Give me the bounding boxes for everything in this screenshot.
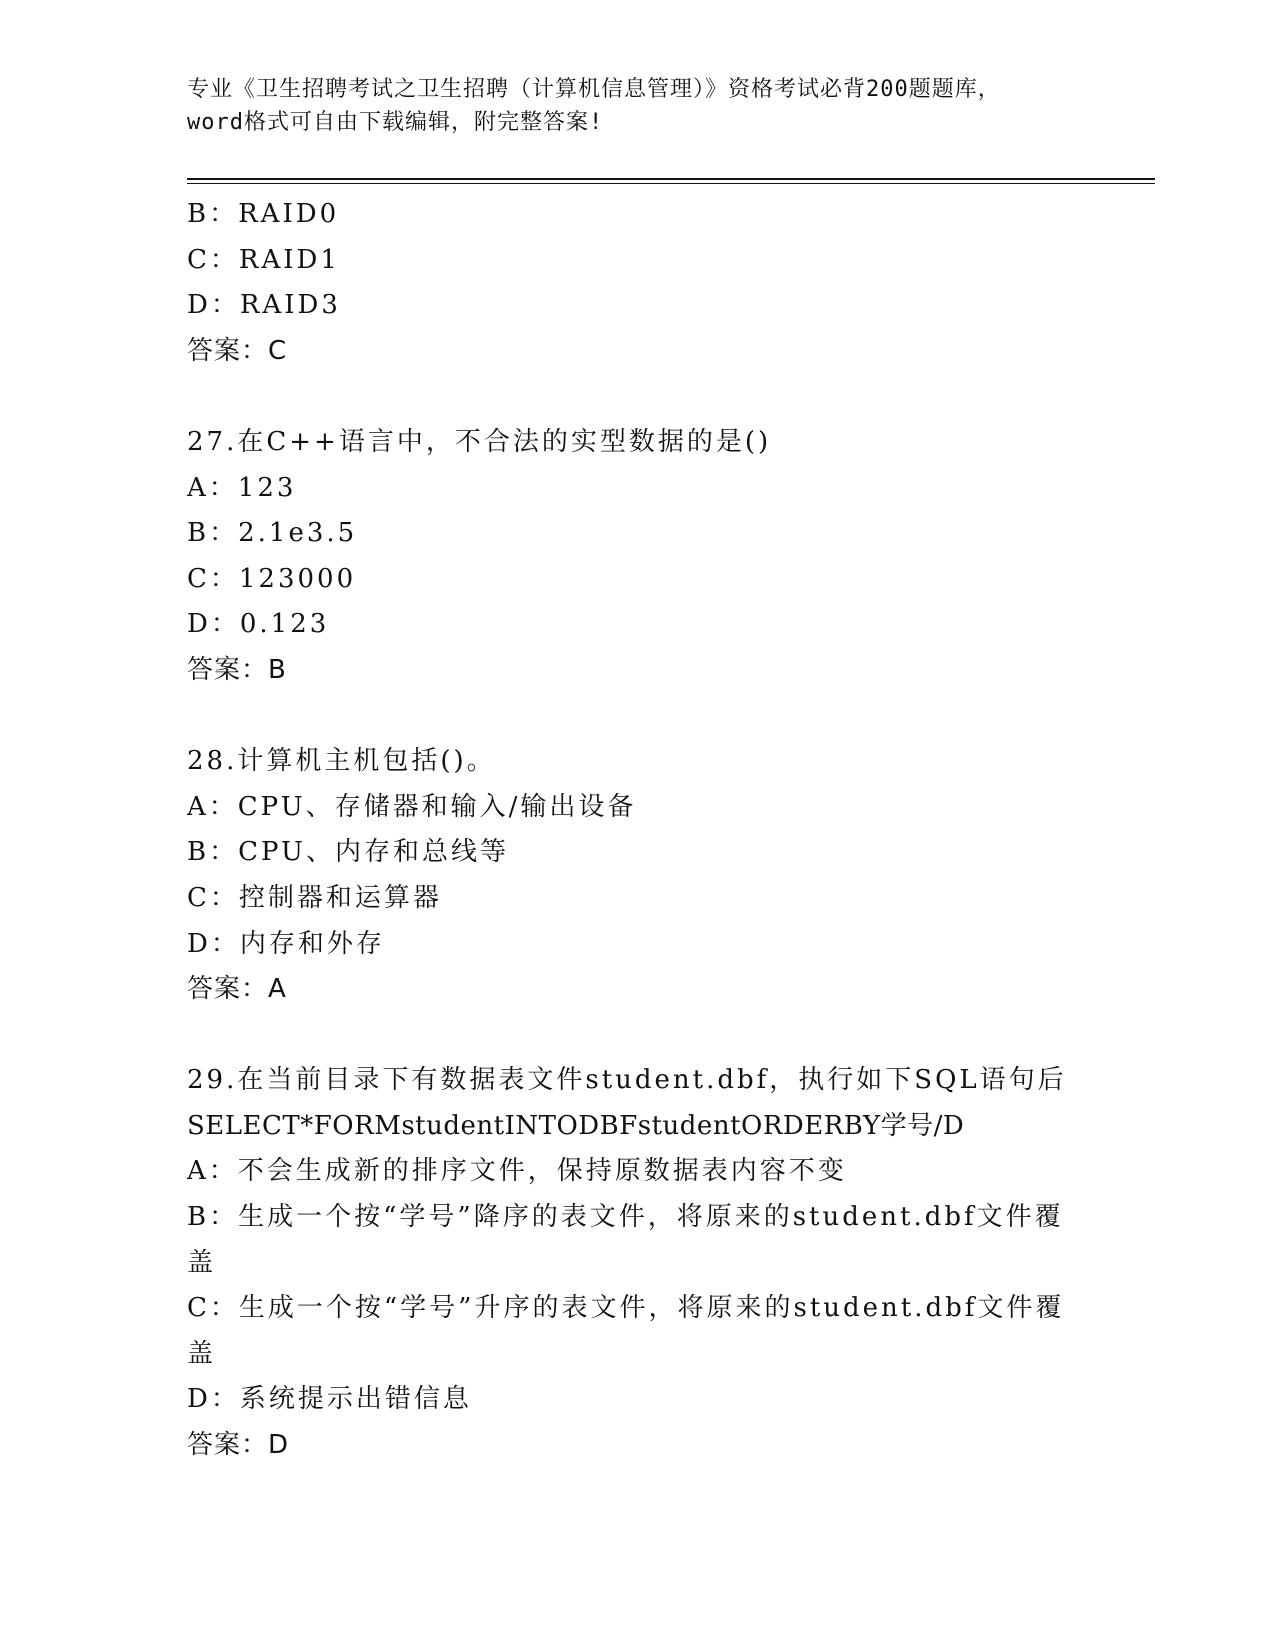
option-c: C：生成一个按“学号”升序的表文件，将原来的student.dbf文件覆盖 [187, 1293, 1065, 1369]
option-d: D：内存和外存 [187, 928, 385, 959]
header-divider-thin [187, 183, 1155, 184]
option-a: A：123 [187, 472, 297, 503]
option-c: C：RAID1 [187, 244, 340, 275]
option-b: B：RAID0 [187, 199, 340, 229]
question-26 [187, 192, 1087, 374]
question-list [187, 192, 1087, 1469]
answer: 答案：B [187, 654, 287, 685]
question-28 [187, 739, 1087, 1013]
question-text-line-1: 29.在当前目录下有数据表文件student.dbf，执行如下SQL语句后 [187, 1065, 1067, 1096]
question-29 [187, 1058, 1087, 1468]
option-b: B：生成一个按“学号”降序的表文件，将原来的student.dbf文件覆盖 [187, 1202, 1064, 1278]
question-text: 27.在C++语言中，不合法的实型数据的是() [187, 426, 772, 457]
option-c: C：控制器和运算器 [187, 882, 442, 913]
option-c: C：123000 [187, 563, 357, 594]
option-d: D：RAID3 [187, 290, 341, 321]
answer: 答案：A [187, 974, 287, 1005]
question-text: 28.计算机主机包括()。 [187, 746, 496, 777]
header-line-1: 专业《卫生招聘考试之卫生招聘（计算机信息管理）》资格考试必背200题题库， [187, 77, 1001, 102]
header-line-2: word格式可自由下载编辑，附完整答案! [187, 110, 604, 135]
header-divider-thick [187, 178, 1155, 180]
option-a: A：不会生成新的排序文件，保持原数据表内容不变 [187, 1156, 847, 1187]
document-header [187, 73, 1087, 139]
question-text-line-2: SELECT*FORMstudentINTODBFstudentORDERBY学号/D [187, 1110, 965, 1141]
option-d: D：0.123 [187, 609, 330, 640]
question-27 [187, 420, 1087, 694]
option-b: B：CPU、内存和总线等 [187, 837, 509, 868]
option-d: D：系统提示出错信息 [187, 1384, 472, 1415]
answer: 答案：D [187, 1430, 290, 1461]
option-b: B：2.1e3.5 [187, 518, 358, 549]
answer: 答案：C [187, 335, 288, 366]
option-a: A：CPU、存储器和输入/输出设备 [187, 791, 637, 822]
